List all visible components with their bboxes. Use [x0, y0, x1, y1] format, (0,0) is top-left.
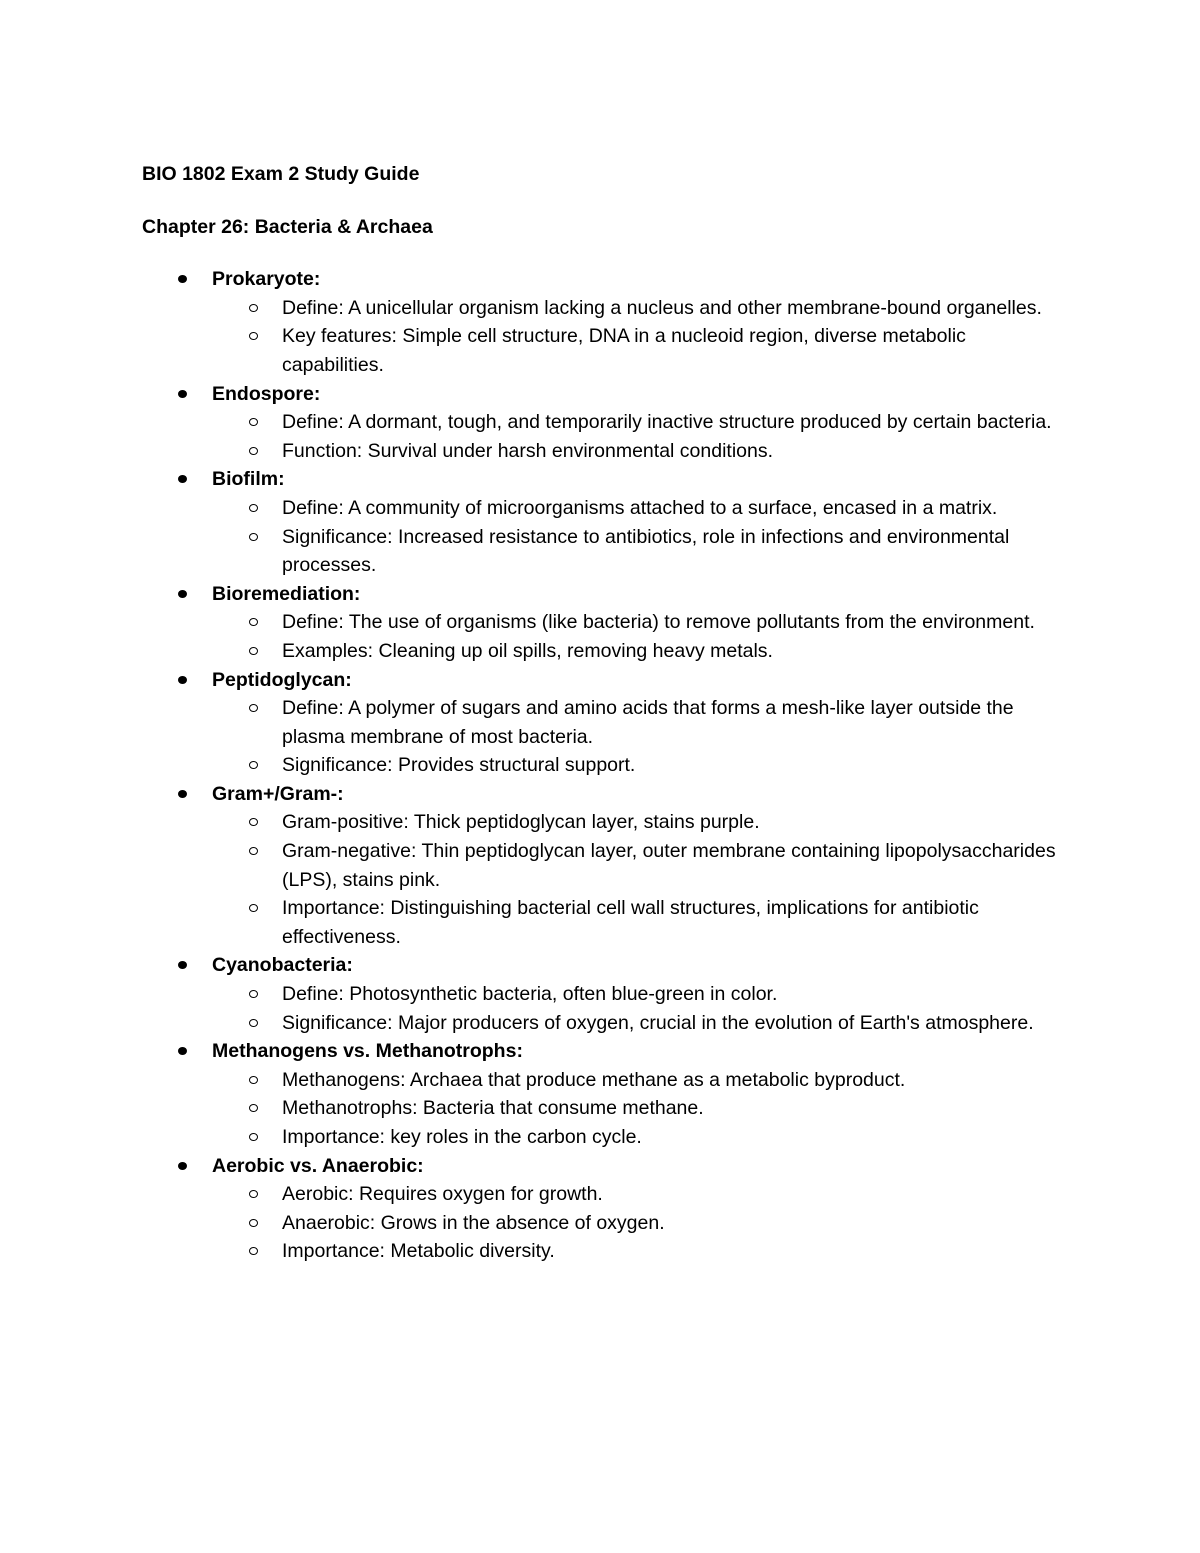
detail-text: Significance: Major producers of oxygen, crucial in the evolution of Earth's atmosphere.	[282, 1011, 1034, 1034]
term-item	[142, 380, 1072, 466]
detail-item	[212, 1209, 1072, 1238]
bullet-circle-icon	[249, 1019, 258, 1027]
detail-text: Define: A community of microorganisms attached to a surface, encased in a matrix.	[282, 496, 998, 519]
document-title: BIO 1802 Exam 2 Study Guide	[142, 163, 420, 185]
bullet-circle-icon	[249, 761, 258, 769]
term-label: Aerobic vs. Anaerobic:	[212, 1154, 424, 1177]
document-page	[142, 160, 1072, 1266]
detail-text: Importance: Metabolic diversity.	[282, 1240, 555, 1263]
term-label: Peptidoglycan:	[212, 668, 352, 691]
term-details	[212, 1066, 1072, 1152]
detail-item	[212, 1180, 1072, 1209]
term-item	[142, 666, 1072, 780]
bullet-dot-icon	[178, 475, 187, 483]
detail-item	[212, 1237, 1072, 1266]
bullet-circle-icon	[249, 618, 258, 626]
term-item	[142, 265, 1072, 379]
bullet-circle-icon	[249, 990, 258, 998]
term-details	[212, 1180, 1072, 1266]
term-details	[212, 980, 1072, 1037]
term-label: Prokaryote:	[212, 268, 321, 291]
term-item	[142, 580, 1072, 666]
bullet-dot-icon	[178, 790, 187, 798]
detail-text: Examples: Cleaning up oil spills, removing heavy metals.	[282, 639, 773, 662]
detail-text: Define: A unicellular organism lacking a nucleus and other membrane-bound organelles.	[282, 296, 1042, 319]
detail-item	[212, 608, 1072, 637]
detail-item	[212, 808, 1072, 837]
chapter-heading: Chapter 26: Bacteria & Archaea	[142, 215, 433, 238]
detail-item	[212, 408, 1072, 437]
detail-item	[212, 437, 1072, 466]
term-item	[142, 1152, 1072, 1266]
bullet-circle-icon	[249, 847, 258, 855]
detail-text: Gram-negative: Thin peptidoglycan layer, outer membrane containing lipopolysaccharides (LPS), stains pink.	[282, 840, 1056, 891]
detail-item	[212, 523, 1072, 580]
bullet-circle-icon	[249, 533, 258, 541]
detail-text: Anaerobic: Grows in the absence of oxygen.	[282, 1211, 665, 1234]
term-label: Methanogens vs. Methanotrophs:	[212, 1040, 523, 1063]
bullet-circle-icon	[249, 332, 258, 340]
term-item	[142, 951, 1072, 1037]
detail-item	[212, 494, 1072, 523]
detail-text: Importance: Distinguishing bacterial cell wall structures, implications for antibiotic effectiveness.	[282, 897, 979, 948]
term-label: Gram+/Gram-:	[212, 782, 344, 805]
term-item	[142, 780, 1072, 952]
bullet-circle-icon	[249, 704, 258, 712]
detail-item	[212, 637, 1072, 666]
detail-text: Define: Photosynthetic bacteria, often blue-green in color.	[282, 983, 778, 1006]
detail-item	[212, 294, 1072, 323]
detail-item	[212, 322, 1072, 379]
term-item	[142, 1037, 1072, 1151]
detail-text: Define: The use of organisms (like bacteria) to remove pollutants from the environment.	[282, 611, 1035, 634]
detail-text: Define: A polymer of sugars and amino acids that forms a mesh-like layer outside the plasma membrane of most bacteria.	[282, 697, 1014, 748]
detail-item	[212, 751, 1072, 780]
bullet-circle-icon	[249, 1219, 258, 1227]
detail-item	[212, 837, 1072, 894]
bullet-circle-icon	[249, 818, 258, 826]
term-details	[212, 408, 1072, 465]
bullet-dot-icon	[178, 1047, 187, 1055]
bullet-dot-icon	[178, 961, 187, 969]
bullet-dot-icon	[178, 1162, 187, 1170]
bullet-circle-icon	[249, 904, 258, 912]
detail-text: Significance: Increased resistance to antibiotics, role in infections and environmental processes.	[282, 525, 1010, 577]
bullet-dot-icon	[178, 390, 187, 398]
detail-item	[212, 1123, 1072, 1152]
bullet-circle-icon	[249, 304, 258, 312]
detail-text: Key features: Simple cell structure, DNA in a nucleoid region, diverse metabolic capabilities.	[282, 325, 966, 376]
detail-item	[212, 980, 1072, 1009]
bullet-dot-icon	[178, 590, 187, 598]
term-label: Cyanobacteria:	[212, 954, 353, 977]
term-details	[212, 808, 1072, 951]
term-label: Biofilm:	[212, 468, 285, 491]
bullet-dot-icon	[178, 275, 187, 283]
bullet-circle-icon	[249, 1133, 258, 1141]
bullet-circle-icon	[249, 1104, 258, 1112]
detail-item	[212, 1066, 1072, 1095]
bullet-circle-icon	[249, 418, 258, 426]
detail-text: Gram-positive: Thick peptidoglycan layer, stains purple.	[282, 811, 760, 834]
bullet-circle-icon	[249, 1076, 258, 1084]
term-details	[212, 694, 1072, 780]
bullet-circle-icon	[249, 647, 258, 655]
term-label: Bioremediation:	[212, 582, 361, 605]
term-details	[212, 608, 1072, 665]
detail-item	[212, 1009, 1072, 1038]
detail-text: Significance: Provides structural support.	[282, 754, 636, 777]
detail-text: Methanogens: Archaea that produce methane as a metabolic byproduct.	[282, 1068, 906, 1091]
term-details	[212, 294, 1072, 380]
bullet-circle-icon	[249, 1247, 258, 1255]
terms-list	[142, 265, 1072, 1266]
detail-text: Importance: key roles in the carbon cycle.	[282, 1126, 642, 1148]
term-details	[212, 494, 1072, 580]
detail-text: Define: A dormant, tough, and temporarily inactive structure produced by certain bacteria.	[282, 411, 1052, 434]
term-item	[142, 465, 1072, 579]
bullet-dot-icon	[178, 676, 187, 684]
detail-item	[212, 694, 1072, 751]
detail-text: Aerobic: Requires oxygen for growth.	[282, 1183, 603, 1206]
bullet-circle-icon	[249, 504, 258, 512]
bullet-circle-icon	[249, 1190, 258, 1198]
detail-text: Function: Survival under harsh environmental conditions.	[282, 439, 774, 462]
detail-item	[212, 1094, 1072, 1123]
detail-text: Methanotrophs: Bacteria that consume methane.	[282, 1097, 704, 1120]
bullet-circle-icon	[249, 447, 258, 455]
term-label: Endospore:	[212, 382, 321, 405]
detail-item	[212, 894, 1072, 951]
